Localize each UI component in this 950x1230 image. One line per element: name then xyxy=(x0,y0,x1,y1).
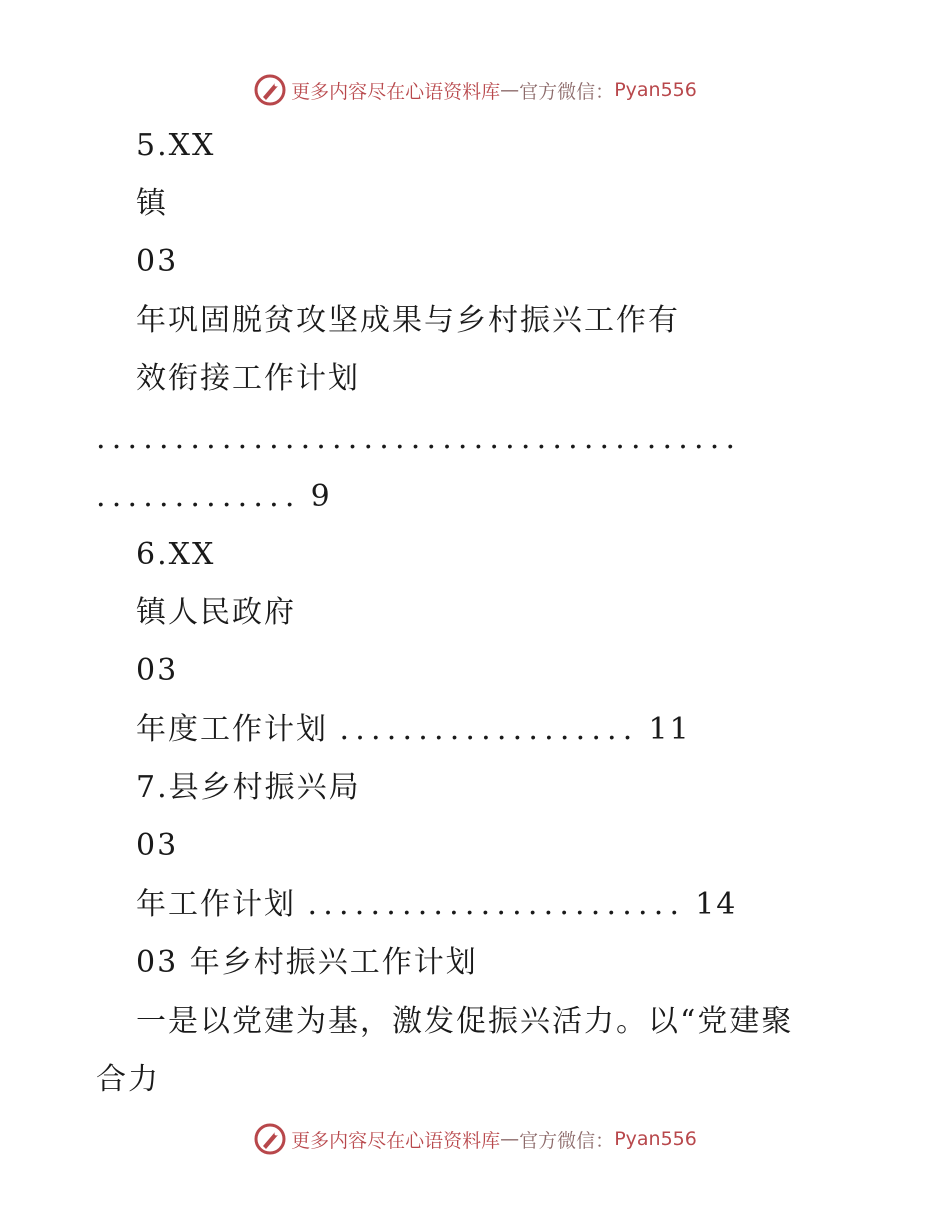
toc-item6-page: 11 xyxy=(648,712,691,747)
toc-item5-line3: 03 xyxy=(136,244,179,279)
toc-item7-page: 14 xyxy=(695,887,738,922)
watermark-id: Pyan556 xyxy=(614,1128,697,1150)
toc-item5-number: 5.XX xyxy=(136,128,216,163)
watermark-label: 官方微信： xyxy=(519,80,615,103)
section-heading: 03 年乡村振兴工作计划 xyxy=(136,945,478,980)
toc-item5-leader-dots: ......................................... xyxy=(96,421,742,456)
pen-logo-icon xyxy=(253,73,287,107)
watermark-title: 更多内容尽在心语资料库 xyxy=(291,80,501,103)
toc-item7-leader-dots: ........................ xyxy=(307,887,686,922)
toc-item6-line2: 镇人民政府 xyxy=(136,595,296,630)
toc-item6-row xyxy=(136,711,691,749)
toc-item7-title: 年工作计划 xyxy=(136,887,296,922)
toc-item7-row xyxy=(136,886,737,924)
toc-item5-line5: 效衔接工作计划 xyxy=(136,361,360,396)
watermark-footer xyxy=(0,1119,950,1159)
toc-item6-number: 6.XX xyxy=(136,537,216,572)
pen-logo-icon xyxy=(253,1122,287,1156)
toc-item7-line2: 03 xyxy=(136,828,179,863)
watermark-id: Pyan556 xyxy=(614,79,697,101)
toc-item7-number: 7.县乡村振兴局 xyxy=(136,770,361,805)
toc-item6-leader-dots: ................... xyxy=(339,712,639,747)
watermark-separator: — xyxy=(500,1128,520,1150)
watermark-label: 官方微信： xyxy=(519,1129,615,1152)
toc-item5-line4: 年巩固脱贫攻坚成果与乡村振兴工作有 xyxy=(136,303,680,338)
watermark-title: 更多内容尽在心语资料库 xyxy=(291,1129,501,1152)
toc-item6-line3: 03 xyxy=(136,653,179,688)
toc-item5-line2: 镇 xyxy=(136,186,168,221)
toc-item6-title: 年度工作计划 xyxy=(136,712,328,747)
watermark-header xyxy=(0,70,950,110)
watermark-separator: — xyxy=(500,79,520,101)
paragraph-line-2: 合力 xyxy=(96,1062,160,1097)
paragraph-line-1: 一是以党建为基，激发促振兴活力。以“党建聚 xyxy=(136,1004,794,1039)
toc-item5-page: 9 xyxy=(310,479,332,514)
toc-item5-leader-dots-2: ............. xyxy=(96,479,301,514)
toc-item5-leader-row xyxy=(96,478,332,516)
